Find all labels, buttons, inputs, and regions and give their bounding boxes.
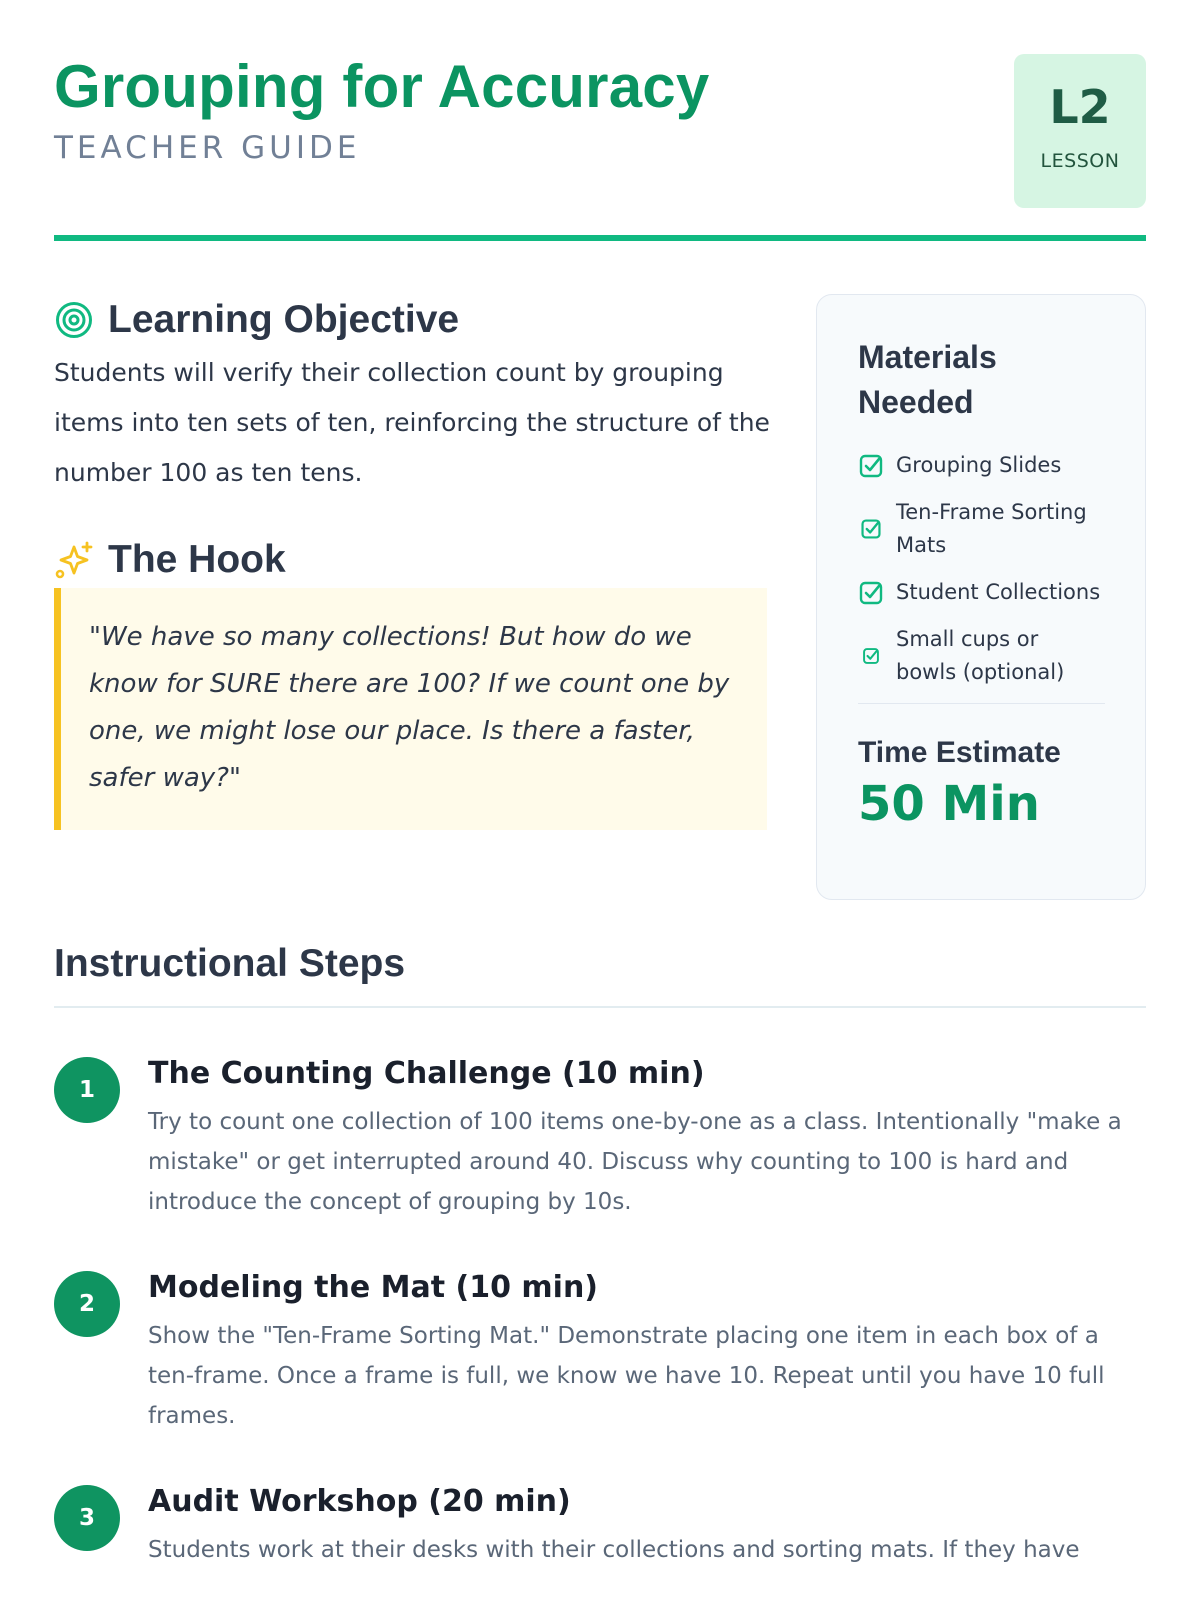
sparkles-icon	[54, 540, 94, 580]
step-number-badge: 2	[54, 1271, 120, 1337]
step-number-badge: 1	[54, 1057, 120, 1123]
checkbox-check-icon	[858, 518, 884, 540]
step-number-badge: 3	[54, 1485, 120, 1551]
step-title: Audit Workshop (20 min)	[148, 1484, 571, 1519]
list-item	[858, 576, 1105, 609]
material-label: Grouping Slides	[896, 453, 1062, 477]
lesson-label: LESSON	[1040, 150, 1120, 172]
material-label: Small cups or bowls (optional)	[896, 627, 1065, 684]
step-item	[54, 1054, 1146, 1222]
material-label: Ten-Frame Sorting Mats	[896, 500, 1087, 557]
step-description: Try to count one collection of 100 items one-by-one as a class. Intentionally "make a mistake" or get interrupted around 40. Discuss why counting to 100 is hard and introduce the concept of grouping by 10s.	[148, 1109, 1122, 1215]
checkbox-check-icon	[858, 647, 884, 665]
materials-list	[858, 449, 1105, 689]
step-title: Modeling the Mat (10 min)	[148, 1270, 599, 1305]
list-item	[858, 623, 1105, 689]
step-description: Students work at their desks with their collections and sorting mats. If they have	[148, 1537, 1080, 1563]
step-title: The Counting Challenge (10 min)	[148, 1056, 705, 1091]
materials-title: Materials Needed	[858, 339, 997, 420]
step-item	[54, 1268, 1146, 1436]
hook-quote-box	[54, 588, 767, 830]
time-estimate-label: Time Estimate	[858, 736, 1061, 769]
time-estimate-value: 50 Min	[858, 776, 1040, 832]
card-divider	[858, 703, 1105, 704]
instructional-steps	[54, 942, 1146, 1570]
hook-quote: "We have so many collections! But how do we know for SURE there are 100? If we count one by one, we might lose our place. Is there a faster, safer way?"	[89, 622, 730, 793]
page-subtitle: TEACHER GUIDE	[54, 130, 361, 166]
step-description: Show the "Ten-Frame Sorting Mat." Demonstrate placing one item in each box of a ten-frame. Once a frame is full, we know we have 10. Repeat until you have 10 full frames.	[148, 1323, 1105, 1429]
page-header	[54, 0, 1146, 240]
target-icon	[54, 300, 94, 340]
objective-text: Students will verify their collection count by grouping items into ten sets of ten, reinforcing the structure of the number 100 as ten tens.	[54, 358, 770, 487]
steps-heading: Instructional Steps	[54, 942, 406, 985]
hook-heading-text: The Hook	[108, 538, 286, 581]
checkbox-check-icon	[858, 580, 884, 606]
lesson-badge	[1014, 54, 1146, 208]
steps-divider	[54, 1006, 1146, 1008]
list-item	[858, 449, 1105, 482]
objective-heading-text: Learning Objective	[108, 298, 460, 341]
list-item	[858, 496, 1105, 562]
step-item	[54, 1482, 1146, 1570]
page-title: Grouping for Accuracy	[54, 53, 710, 120]
materials-card	[816, 294, 1146, 900]
material-label: Student Collections	[896, 580, 1101, 604]
hook-heading	[54, 538, 774, 582]
overview-section	[54, 240, 1146, 930]
objective-heading	[54, 298, 774, 342]
checkbox-check-icon	[858, 453, 884, 479]
overview-main	[54, 298, 774, 830]
lesson-code: L2	[1049, 80, 1111, 134]
